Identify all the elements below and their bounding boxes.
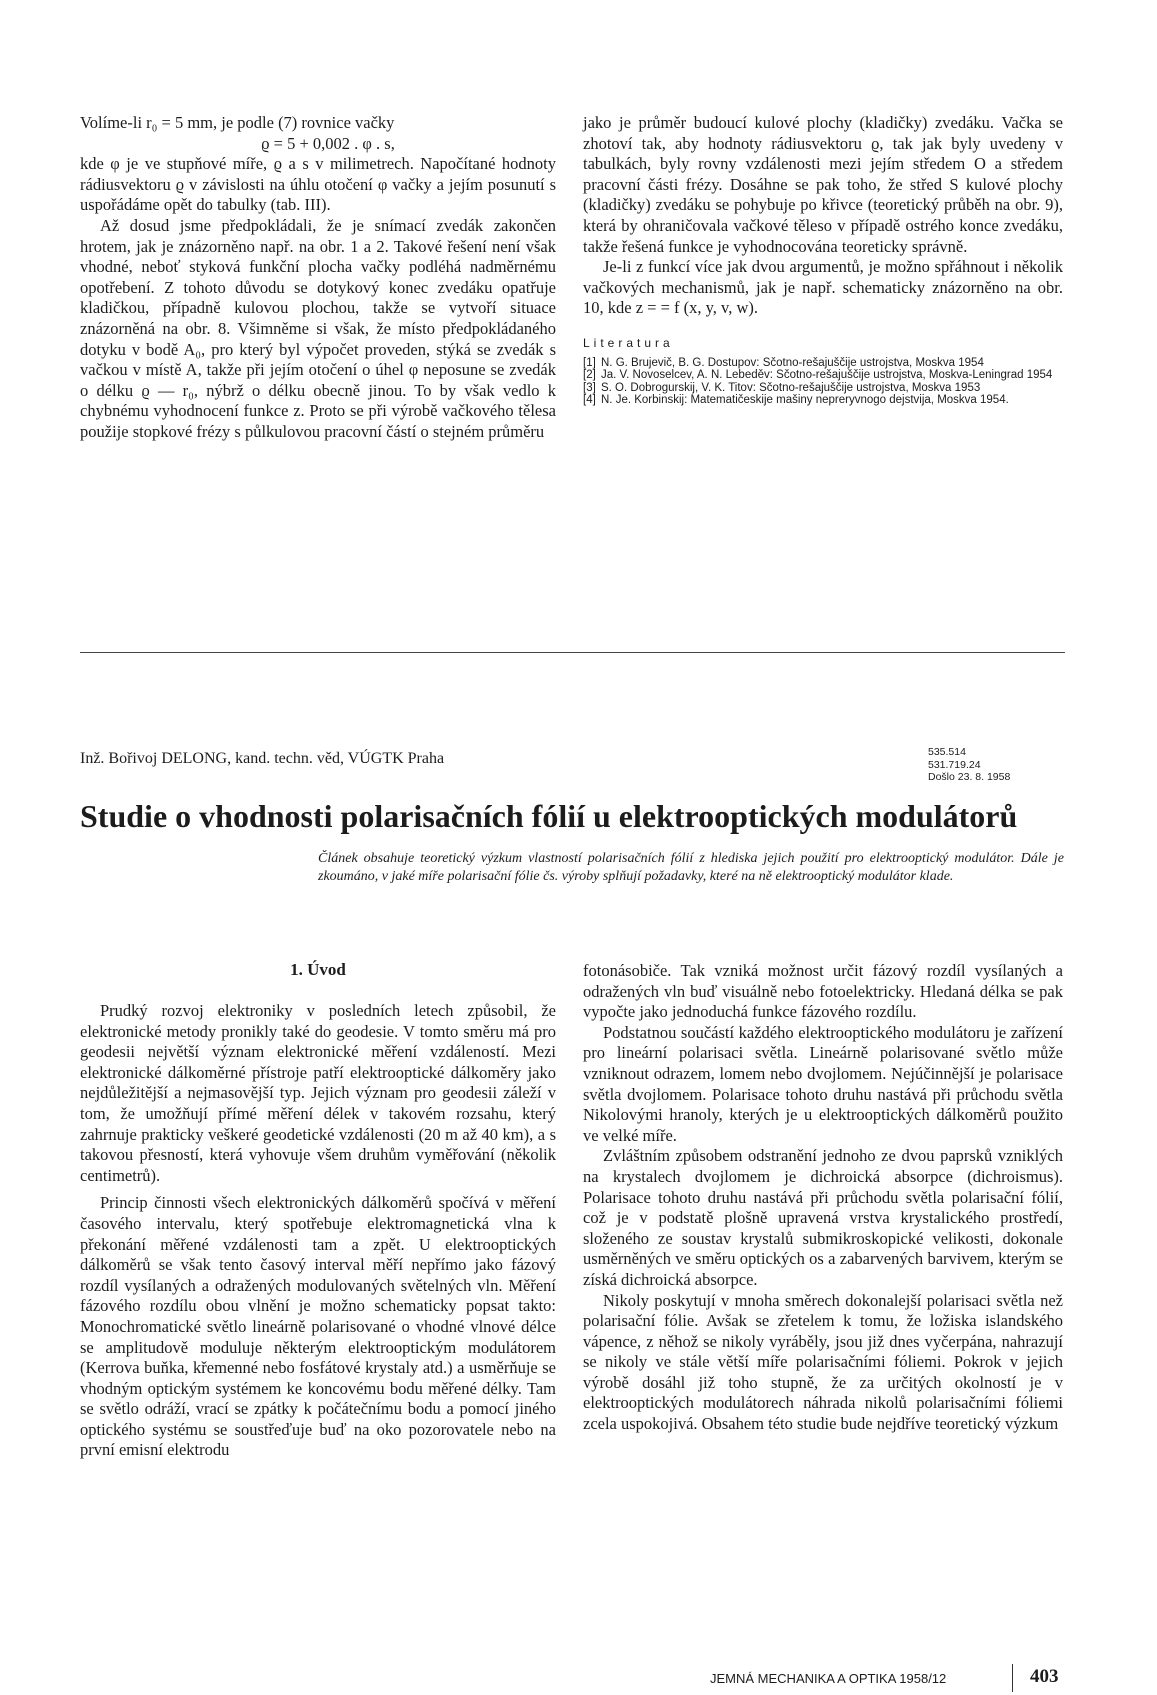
article-author: Inž. Bořivoj DELONG, kand. techn. věd, VÚGTK Praha [80,750,445,767]
article-abstract: Článek obsahuje teoretický výzkum vlastností polarisačních fólií z hlediska jejich použití pro elektrooptický modulátor. Dále je zkoumáno, v jaké míře polarisační fólie čs. výroby splňují požadavky, které na ně elektrooptický modulátor klade. [318,851,1064,884]
reference-item [583,382,1063,395]
bottom-right-column [583,961,1063,1435]
article-title: Studie o vhodnosti polarisačních fólií u elektrooptických modulátorů [80,798,1018,834]
reference-text: Ja. V. Novoselcev, A. N. Lebeděv: Sčotno-rešajuščije ustrojstva, Moskva-Leningrad 1954 [601,369,1053,382]
received-date: Došlo 23. 8. 1958 [928,771,1011,783]
paragraph: Princip činnosti všech elektronických dálkoměrů spočívá v měření časového intervalu, který spotřebuje elektromagnetická vlna k překonání měřené vzdálenosti tam a zpět. U elektrooptických dálkoměrů se však tento časový interval měří nepřímo jako fázový rozdíl vysílaných a odražených modulovaných světelných vln. Měření fázového rozdílu obou vlnění je možno schematicky popsat takto: Monochromatické světlo lineárně polarisované o vhodné vlnové délce se amplitudově moduluje některým elektrooptickým modulátorem (Kerrova buňka, křemenné nebo fosfátové krystaly atd.) a usměrňuje se vhodným optickým systémem ke koncovému bodu měřené délky. Tam se světlo odráží, vrací se zpátky k počátečnímu bodu a pomocí jiného optického systému se soustřeďuje buď na oko pozorovatele nebo na první emisní elektrodu [80,1193,556,1460]
reference-item [583,369,1063,382]
paragraph: Je-li z funkcí více jak dvou argumentů, je možno spřáhnout i několik vačkových mechanismů, jak je např. schematicky znázorněno na obr. 10, kde z = = f (x, y, v, w). [583,257,1063,318]
reference-item [583,394,1063,407]
equation: ϱ = 5 + 0,002 . φ . s, [261,133,395,153]
page-number: 403 [1030,1666,1059,1687]
udc-code: 535.514 [928,746,966,758]
reference-text: N. G. Brujevič, B. G. Dostupov: Sčotno-rešajuščije ustrojstva, Moskva 1954 [601,356,984,369]
bottom-left-column [80,1001,556,1461]
journal-footer: JEMNÁ MECHANIKA A OPTIKA 1958/12 [710,1671,947,1686]
reference-number: [4] [583,394,596,407]
paragraph: Zvláštním způsobem odstranění jednoho ze dvou paprsků vzniklých na krystalech dvojlomem je dichroická absorpce (dichroismus). Polarisace tohoto druhu nastává při průchodu světla polarisační fólií, což je v podstatě plošně upravená vrstva krystalického prostředí, složeného ze soustav krystalů submikroskopické velikosti, dokonale usměrněných ve směru optických os a zabarvených barvivem, kterým se získá dichroická absorpce. [583,1146,1063,1289]
reference-item [583,357,1063,370]
reference-list [583,357,1063,407]
section-heading: 1. Úvod [290,960,346,979]
paragraph: Až dosud jsme předpokládali, že je snímací zvedák zakončen hrotem, jak je znázorněno např. na obr. 1 a 2. Takové řešení není však vhodné, neboť styková funkční plocha vačky podléhá nadměrnému opotřebení. Z tohoto důvodu se dotykový konec zvedáku opatřuje kladičkou, případně kulovou plochou, takže se vytvoří situace znázorněná na obr. 8. Všimněme si však, že místo předpokládaného dotyku v bodě A₀, pro který byl výpočet proveden, stýká se zvedák s vačkou v místě A, takže při jejím otočení o úhel φ neposune se zvedák o délku ϱ — r₀, nýbrž o délku obecně jinou. To by však vedlo k chybnému vyhodnocení funkce z. Proto se při výrobě vačkového tělesa použije stopkové frézy s půlkulovou pracovní částí o stejném průměru [80,215,556,441]
udc-code: 531.719.24 [928,758,981,771]
paragraph: Volíme-li r₀ = 5 mm, je podle (7) rovnice vačky [80,113,395,132]
reference-number: [2] [583,369,596,382]
top-right-column [583,113,1063,407]
top-left-column [80,113,556,443]
section-divider [80,652,1065,653]
paragraph: kde φ je ve stupňové míře, ϱ a s v milimetrech. Napočítané hodnoty rádiusvektoru ϱ v závislosti na úhlu otočení φ vačky a jejím posunutí s uspořádáme opět do tabulky (tab. III). [80,154,556,215]
reference-text: S. O. Dobrogurskij, V. K. Titov: Sčotno-rešajuščije ustrojstva, Moskva 1953 [601,381,981,394]
footer-divider [1012,1664,1013,1692]
reference-number: [1] [583,356,596,369]
paragraph: Podstatnou součástí každého elektrooptického modulátoru je zařízení pro lineární polarisaci světla. Lineárně polarisované světlo může vzniknout odrazem, lomem nebo dvojlomem. Nejúčinnější je polarisace světla dvojlomem. Polarisace tohoto druhu nastává při průchodu světla Nikolovými hranoly, kterých je u elektrooptických dálkoměrů použito ve velké míře. [583,1022,1063,1145]
paragraph: Nikoly poskytují v mnoha směrech dokonalejší polarisaci světla než polarisační fólie. Avšak se zřetelem k tomu, že ložiska islandského vápence, z něhož se nikoly vyráběly, jsou již dnes vyčerpána, nahrazují se nikoly ve stále větší míře polarisačními fóliemi. Pokrok v jejich výrobě dosáhl již toho stupně, že za určitých okolností je v elektrooptických modulátorech náhrada nikolů polarisačními fóliemi zcela uspokojivá. Obsahem této studie bude nejdříve teoretický výzkum [583,1290,1063,1434]
reference-number: [3] [583,381,596,394]
paragraph: jako je průměr budoucí kulové plochy (kladičky) zvedáku. Vačka se zhotoví tak, aby hodnoty rádiusvektoru ϱ, tak jak byly uvedeny v tabulkách, byly rovny vzdálenosti mezi jejím středem O a středem pracovní části frézy. Dosáhne se pak toho, že střed S kulové plochy (kladičky) zvedáku se pohybuje po křivce (teoretický průběh na obr. 9), která by ohraničovala vačkové těleso v případě ostrého konce zvedáku, takže řešená funkce je vyhodnocována teoreticky správně. [583,113,1063,256]
literature-heading: Literatura [583,335,674,350]
reference-text: N. Je. Korbinskij: Matematičeskije mašiny nepreryvnogo dejstvija, Moskva 1954. [601,394,1009,407]
paragraph: fotonásobiče. Tak vzniká možnost určit fázový rozdíl vysílaných a odražených vln buď visuálně nebo fotoelektricky. Hledaná délka se pak vypočte jako jednoduchá funkce fázového rozdílu. [583,961,1063,1022]
udc-block [928,746,1010,784]
paragraph: Prudký rozvoj elektroniky v posledních letech způsobil, že elektronické metody pronikly také do geodesie. V tomto směru má pro geodesii největší význam elektronické měření vzdáleností. Mezi elektronické dálkoměrné přístroje patří elektrooptické dálkoměry jako nejdůležitější a nejmasovější typ. Jejich význam pro geodesii záleží v tom, že umožňují přímé měření délek v takovém rozsahu, který zahrnuje prakticky veškeré geodetické vzdálenosti (20 m až 40 km), a s takovou přesností, která vyhovuje všem druhům vyměřování (několik centimetrů). [80,1001,556,1185]
